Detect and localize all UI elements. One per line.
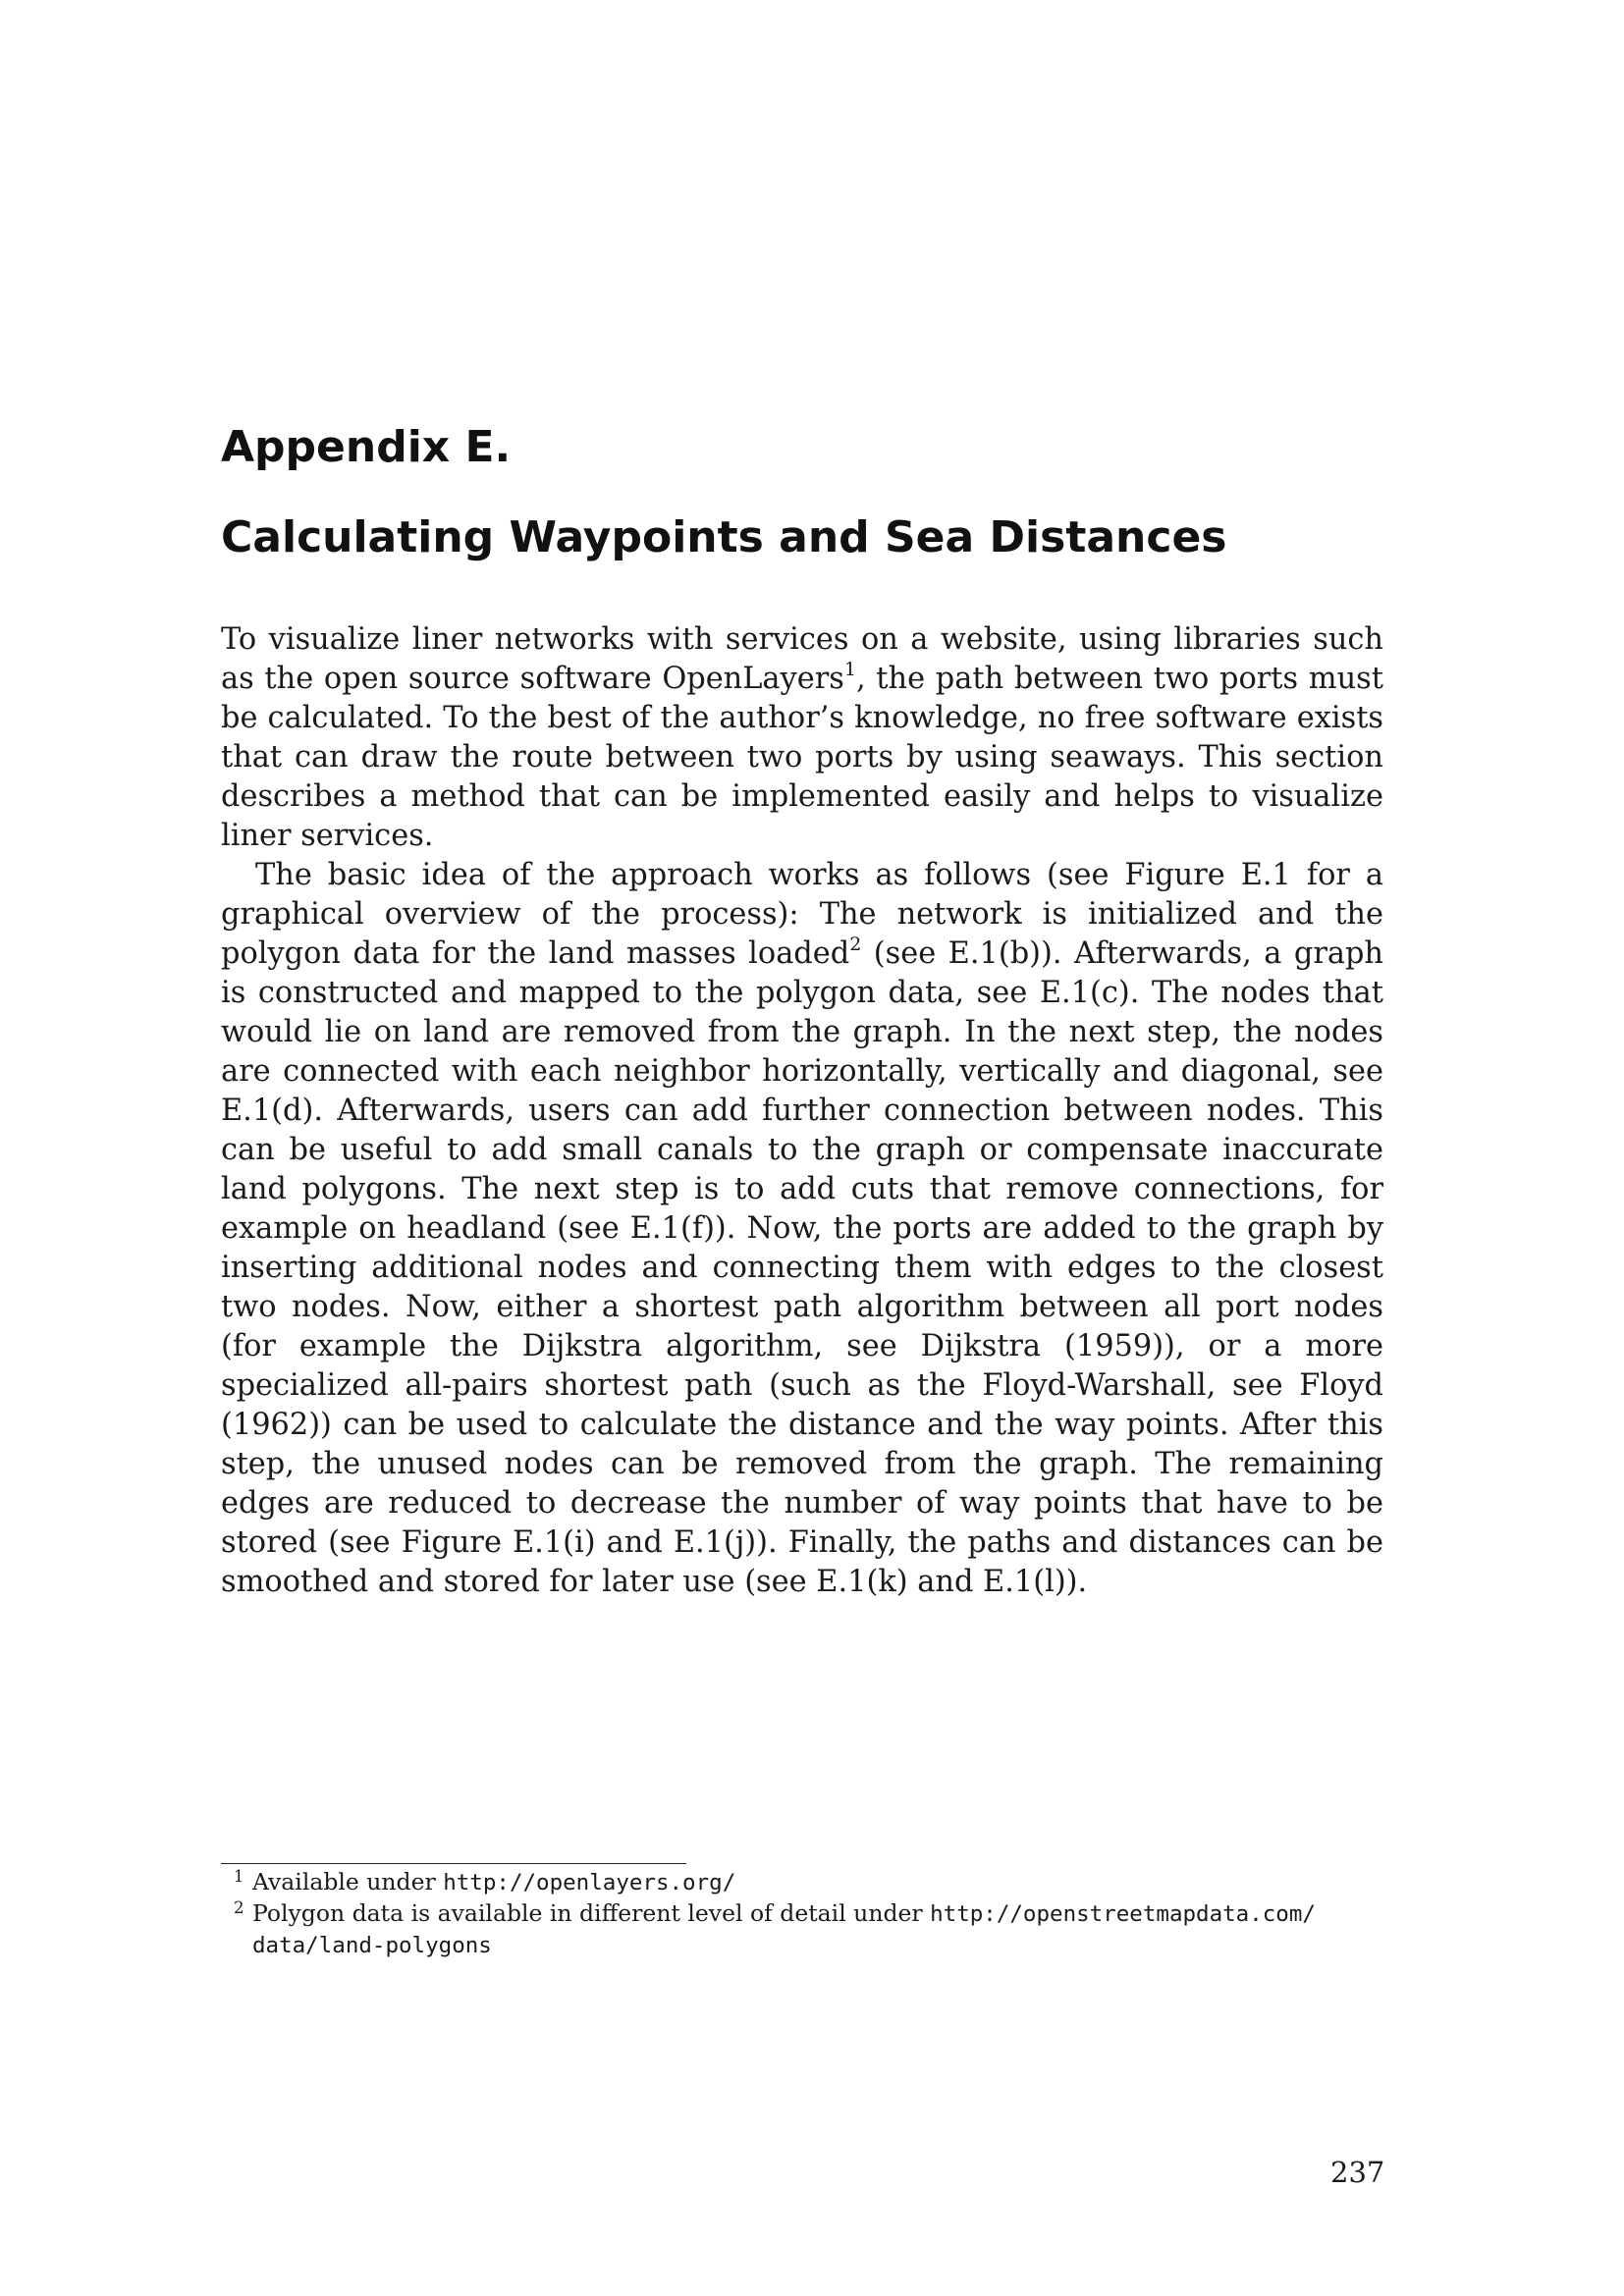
chapter-title: Calculating Waypoints and Sea Distances bbox=[221, 512, 1227, 562]
footnote-1-mark: 1 bbox=[234, 1867, 244, 1886]
footnote-2-mark: 2 bbox=[234, 1898, 244, 1917]
paragraph-2 bbox=[221, 856, 1383, 1602]
paragraph-2-text-b: (see E.1(b)). Afterwards, a graph is constructed and mapped to the polygon data, see E.1(c). The nodes that would lie on land are removed from the graph. In the next step, the nodes are connected with each neighbor horizontally, vertically and diagonal, see E.1(d). Afterwards, users can add further connection between nodes. This can be useful to add small canals to the graph or compensate inaccurate land polygons. The next step is to add cuts that remove connections, for example on headland (see E.1(f)). Now, the ports are added to the graph by inserting additional nodes and connecting them with edges to the closest two nodes. Now, either a shortest path algorithm between all port nodes (for example the Dijkstra algorithm, see Dijkstra (1959)), or a more specialized all-pairs shortest path (such as the Floyd-Warshall, see Floyd (1962)) can be used to calculate the distance and the way points. After this step, the unused nodes can be removed from the graph. The remaining edges are reduced to decrease the number of way points that have to be stored (see Figure E.1(i) and E.1(j)). Finally, the paths and distances can be smoothed and stored for later use (see E.1(k) and E.1(l)). bbox=[221, 936, 1383, 1599]
footnote-1-link[interactable]: http://openlayers.org/ bbox=[443, 1870, 736, 1896]
paragraph-1-text-a: To visualize liner networks with services on a website, using libraries such as the open source software OpenLayers bbox=[221, 622, 1383, 696]
paragraph-1 bbox=[221, 620, 1383, 856]
footnote-2-link[interactable]: http://openstreetmapdata.com/ data/land-polygons bbox=[252, 1901, 1316, 1958]
paragraph-1-text-b: , the path between two ports must be calculated. To the best of the author’s knowledge, no free software exists that can draw the route between two ports by using seaways. This section describes a method that can be implemented easily and helps to visualize liner services. bbox=[221, 662, 1383, 853]
footnote-divider bbox=[221, 1863, 686, 1864]
footnote-ref-1[interactable]: 1 bbox=[843, 658, 856, 680]
footnote-2 bbox=[221, 1898, 1389, 1961]
body-text bbox=[221, 620, 1383, 1602]
footnote-2-text: Polygon data is available in different level of detail under bbox=[252, 1899, 931, 1927]
appendix-label: Appendix E. bbox=[221, 422, 512, 472]
footnote-ref-2[interactable]: 2 bbox=[849, 933, 862, 955]
footnote-1-text: Available under bbox=[252, 1868, 444, 1896]
page-number: 237 bbox=[1330, 2156, 1385, 2189]
paragraph-2-text-a: The basic idea of the approach works as follows (see Figure E.1 for a graphical overview of the process): The network is initialized and the polygon data for the land masses loaded bbox=[221, 858, 1383, 971]
footnotes bbox=[221, 1867, 1389, 1961]
footnote-1 bbox=[221, 1867, 1389, 1898]
